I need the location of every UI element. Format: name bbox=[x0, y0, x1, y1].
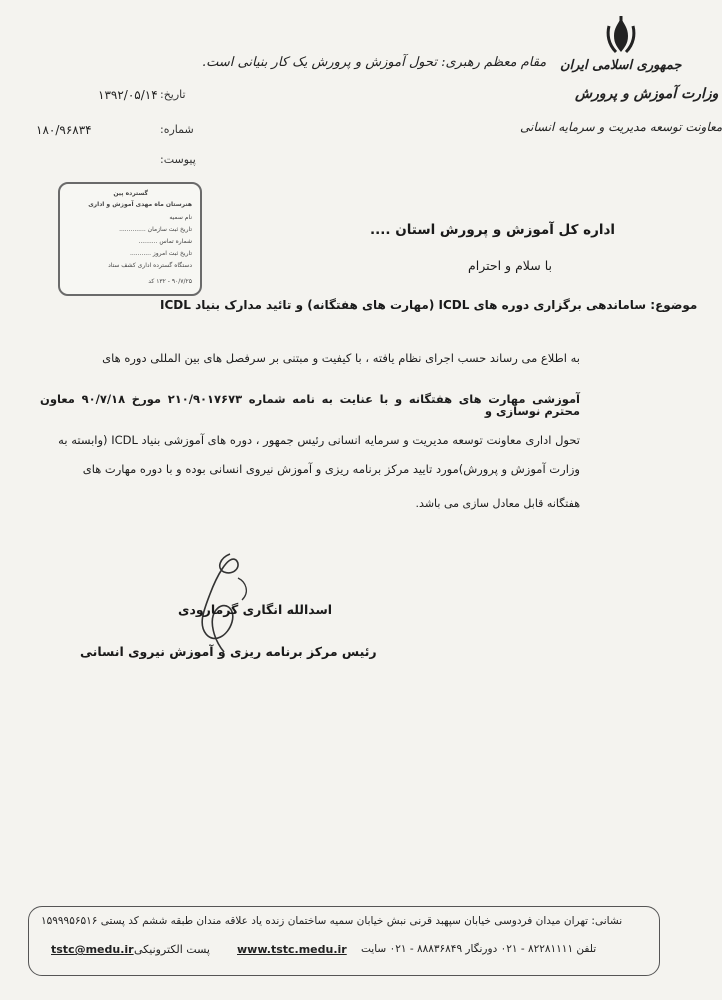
attachment-label: پیوست: bbox=[160, 153, 196, 166]
iran-emblem-icon bbox=[604, 14, 638, 58]
number-value: ۱۸۰/۹۶۸۳۴ bbox=[36, 123, 92, 137]
subject-label: موضوع: bbox=[650, 298, 698, 312]
stamp-line: گسترده پین bbox=[113, 190, 148, 197]
body-line-3: تحول اداری معاونت توسعه مدیریت و سرمایه انسانی رئیس جمهور ، دوره های آموزشی بنیاد ICDL (وابسته به bbox=[58, 433, 580, 447]
country-name: جمهوری اسلامی ایران bbox=[560, 58, 682, 73]
stamp-line: تاریخ ثبت سازمان .............. bbox=[119, 226, 192, 233]
stamp-line: تاریخ ثبت امروز ........... bbox=[130, 250, 192, 257]
stamp-line: ۹۰/۷/۲۵ - ۱۳۲ کد bbox=[148, 278, 192, 285]
ministry-name: وزارت آموزش و پرورش bbox=[575, 86, 719, 102]
footer-box bbox=[28, 906, 660, 976]
date-value: ۱۳۹۲/۰۵/۱۴ bbox=[98, 88, 158, 102]
signatory-name: اسدالله انگاری گرمارودی bbox=[178, 602, 333, 617]
body-line-2: آموزشی مهارت های هفتگانه و با عنایت به نامه شماره ۲۱۰/۹۰۱۷۶۷۳ مورخ ۹۰/۷/۱۸ معاون محترم نوسازی و bbox=[40, 392, 581, 418]
stamp-line: شماره تماس .......... bbox=[138, 238, 192, 245]
stamp-line: هنرستان ماه مهدی آموزش و اداری bbox=[88, 201, 192, 208]
unit-name: معاونت توسعه مدیریت و سرمایه انسانی bbox=[520, 120, 722, 134]
registration-stamp bbox=[58, 182, 202, 296]
body-line-5: هفتگانه قابل معادل سازی می باشد. bbox=[415, 497, 580, 510]
footer-address: نشانی: تهران میدان فردوسی خیابان سپهبد قرنی نبش خیابان سمیه ساختمان زنده یاد علاقه مندان طبقه ششم کد پستی ۱۵۹۹۹۵۶۵۱۶ bbox=[41, 915, 623, 927]
footer-phone: تلفن ۸۲۲۸۱۱۱۱ - ۰۲۱ دورنگار ۸۸۸۳۶۸۴۹ - ۰۲۱ سایت bbox=[361, 943, 597, 955]
website-link[interactable]: www.tstc.medu.ir bbox=[237, 943, 347, 956]
greeting: با سلام و احترام bbox=[468, 258, 552, 273]
subject-text: ساماندهی برگزاری دوره های ICDL (مهارت های هفتگانه) و تائید مدارک بنیاد ICDL bbox=[160, 298, 647, 312]
email-link[interactable]: tstc@medu.ir bbox=[51, 943, 134, 956]
email-label: پست الکترونیکی bbox=[134, 943, 210, 956]
signatory-title: رئیس مرکز برنامه ریزی و آموزش نیروی انسانی bbox=[80, 644, 377, 659]
body-line-4: وزارت آموزش و پرورش)مورد تایید مرکز برنامه ریزی و آموزش نیروی انسانی بوده و با دوره مهارت های bbox=[82, 462, 580, 476]
number-label: شماره: bbox=[160, 123, 194, 136]
stamp-line: نام سمیه bbox=[169, 214, 192, 221]
subject-line bbox=[160, 298, 697, 312]
slogan: مقام معظم رهبری: تحول آموزش و پرورش یک کار بنیانی است. bbox=[202, 55, 547, 70]
stamp-line: دستگاه گسترده اداری کشف ستاد bbox=[108, 262, 192, 269]
date-label: تاریخ: bbox=[160, 88, 186, 101]
recipient: اداره کل آموزش و پرورش استان .... bbox=[370, 222, 616, 238]
body-line-1: به اطلاع می رساند حسب اجرای نظام یافته ، با کیفیت و مبتنی بر سرفصل های بین المللی دوره های bbox=[102, 351, 580, 365]
